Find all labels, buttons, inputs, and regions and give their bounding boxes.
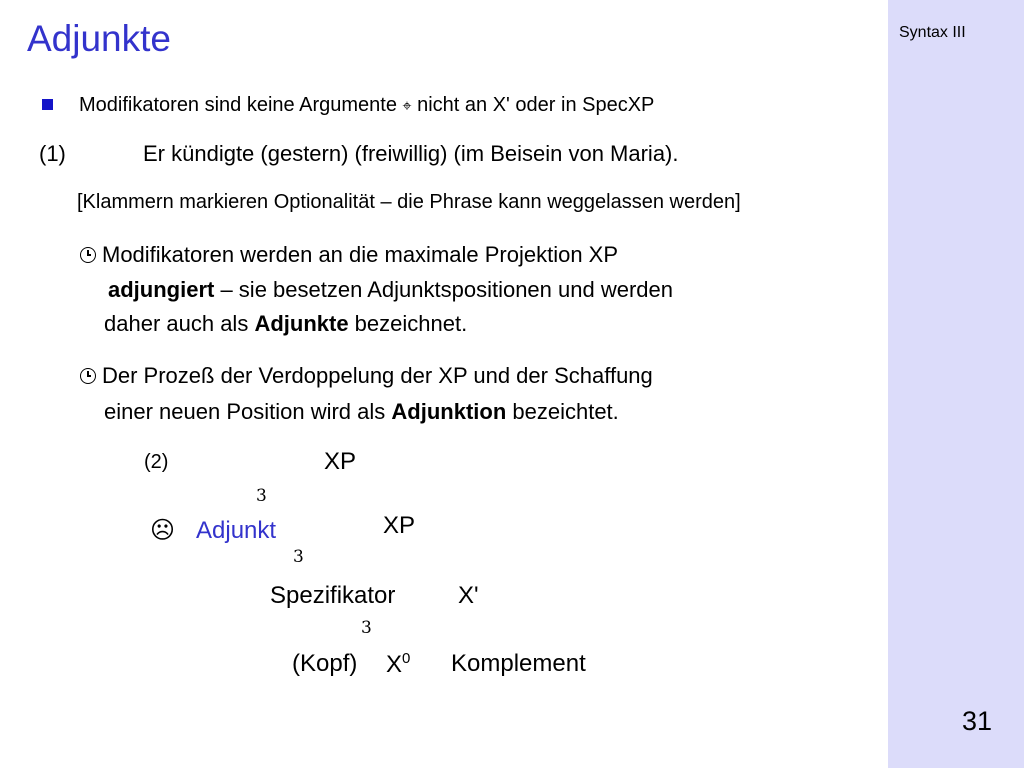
tree-top-xp: XP (324, 448, 357, 475)
example-number: (1) (39, 141, 66, 166)
tree-head: (Kopf) (292, 650, 358, 677)
bullet-text: Modifikatoren sind keine Argumente ⌖ nicht an X' oder in SpecXP (79, 94, 655, 116)
clock-icon (80, 368, 96, 384)
tree-xbar: X' (458, 582, 479, 609)
tree-branch-2: 3 (293, 547, 304, 567)
slide-title: Adjunkte (27, 18, 171, 59)
square-bullet-icon (42, 99, 53, 110)
tree-branch-3: 3 (361, 618, 372, 638)
sidebar-band (888, 0, 1024, 768)
tree-adjunct: Adjunkt (196, 517, 277, 544)
page-number: 31 (962, 706, 993, 736)
tree-example-number: (2) (144, 451, 169, 473)
tree-branch-1: 3 (256, 486, 267, 506)
course-label: Syntax III (899, 24, 966, 41)
example-sentence: Er kündigte (gestern) (freiwillig) (im Beisein von Maria). (143, 141, 679, 166)
crosshair-icon: ⌖ (402, 96, 412, 115)
tree-x0: $X^0$ (386, 650, 411, 678)
optionality-note: [Klammern markieren Optionalität – die Phrase kann weggelassen werden] (77, 191, 741, 213)
clock-icon (80, 247, 96, 263)
tree-complement: Komplement (451, 650, 586, 677)
point1-line3: daher auch als Adjunkte bezeichnet. (104, 311, 468, 336)
point2-line1: Der Prozeß der Verdoppelung der XP und der Schaffung (80, 363, 653, 389)
tree-inner-xp: XP (383, 512, 416, 539)
point2-line2: einer neuen Position wird als Adjunktion bezeichtet. (104, 399, 619, 424)
tree-specifier: Spezifikator (270, 582, 396, 609)
point1-line1: Modifikatoren werden an die maximale Projektion XP (80, 242, 618, 268)
frown-icon: ☹ (150, 517, 176, 544)
point1-line2: adjungiert – sie besetzen Adjunktspositionen und werden (108, 277, 673, 302)
